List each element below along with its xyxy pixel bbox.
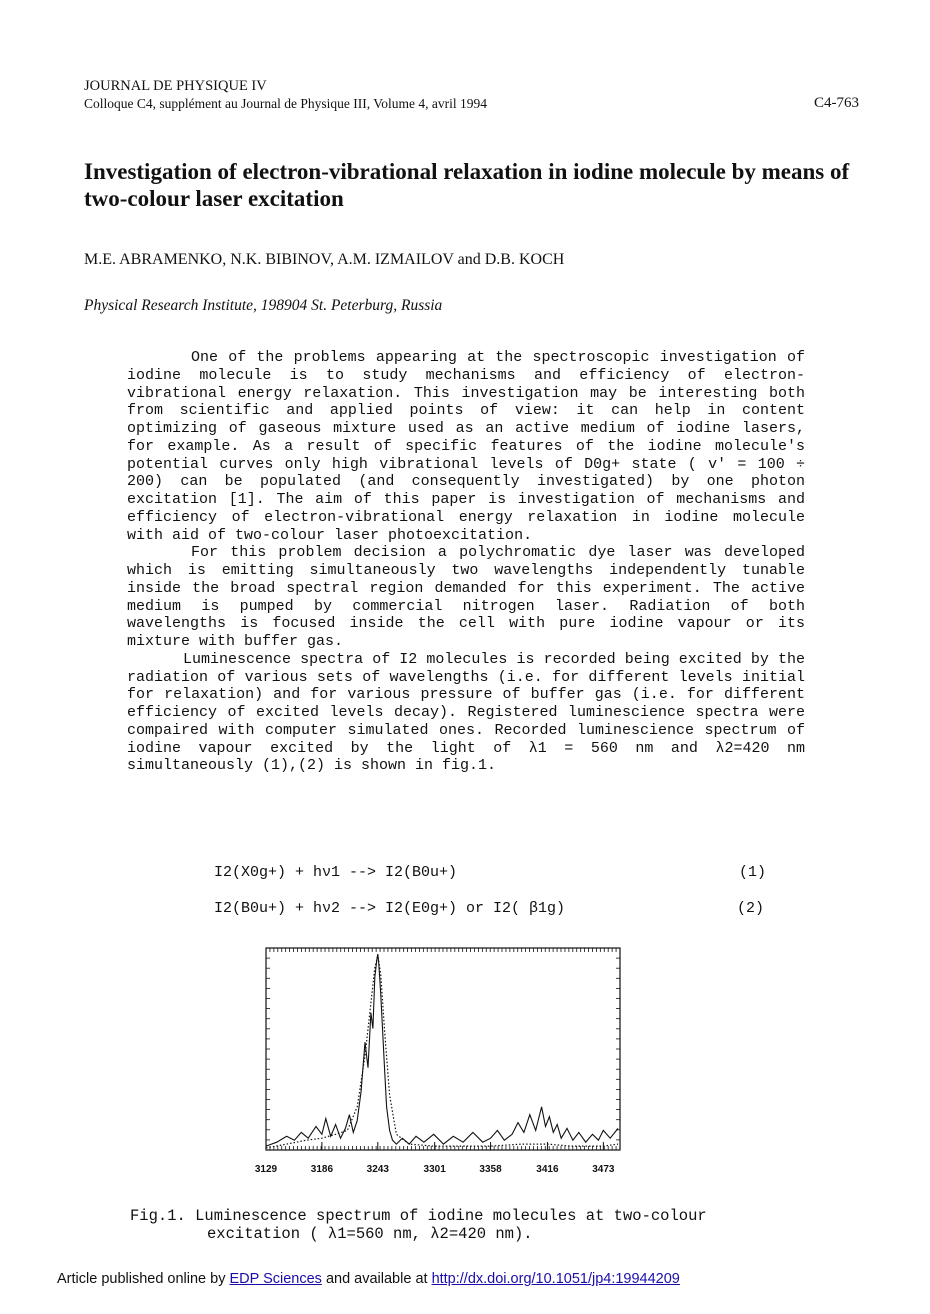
paragraph-2: For this problem decision a polychromatic dye laser was developed which is emitting simultaneously two wavelengths independently tunable inside the broad spectral region demanded for this experiment. The active medium is pumped by commercial nitrogen laser. Radiation of both wavelengths is focused inside the cell with pure iodine vapour or its mixture with buffer gas. bbox=[127, 544, 805, 650]
x-tick-label: 3186 bbox=[310, 1164, 334, 1175]
figure-caption bbox=[130, 1207, 820, 1243]
equation-1: I2(X0g+) + hν1 --> I2(B0u+) bbox=[214, 864, 458, 881]
caption-line-1: Fig.1. Luminescence spectrum of iodine molecules at two-colour bbox=[130, 1207, 707, 1225]
paragraph-3: Luminescence spectra of I2 molecules is recorded being excited by the radiation of various sets of wavelengths (i.e. for different levels initial for relaxation) and for various pressure of buffer gas (i.e. for different efficiency of excited levels decay). Registered luminescience spectra were compaired with computer simulated ones. Recorded luminescience spectrum of iodine vapour excited by the light of λ1 = 560 nm and λ2=420 nm simultaneously (1),(2) is shown in fig.1. bbox=[127, 650, 805, 775]
page-number: C4-763 bbox=[814, 95, 859, 111]
doi-link[interactable]: http://dx.doi.org/10.1051/jp4:19944209 bbox=[431, 1271, 680, 1287]
publisher-link[interactable]: EDP Sciences bbox=[229, 1271, 322, 1287]
equation-2: I2(B0u+) + hν2 --> I2(E0g+) or I2( β1g) bbox=[214, 900, 566, 917]
spectrum-chart bbox=[248, 940, 648, 1180]
footer-prefix: Article published online by bbox=[57, 1271, 226, 1287]
paragraph-1: One of the problems appearing at the spectroscopic investigation of iodine molecule is to study mechanisms and efficiency of electron-vibrational energy relaxation. This investigation may be interesting both from scientific and applied points of view: it can help in content optimizing of gaseous mixture used as an active medium of iodine lasers, for example. As a result of specific features of the iodine molecule's potential curves only high vibrational levels of D0g+ state ( v' = 100 ÷ 200) can be populated (and consequently investigated) by one photon excitation [1]. The aim of this paper is investigation of mechanisms and efficiency of electron-vibrational energy relaxation in iodine molecule with aid of two-colour laser photoexcitation. bbox=[127, 349, 805, 544]
colloque-line: Colloque C4, supplément au Journal de Physique III, Volume 4, avril 1994 bbox=[84, 96, 487, 111]
plot-border bbox=[266, 948, 620, 1150]
authors: M.E. ABRAMENKO, N.K. BIBINOV, A.M. IZMAILOV and D.B. KOCH bbox=[84, 251, 565, 268]
equation-2-number: (2) bbox=[737, 900, 765, 917]
plot-frame bbox=[266, 948, 620, 1150]
x-tick-label: 3301 bbox=[423, 1164, 446, 1175]
plot-series bbox=[266, 954, 618, 1148]
affiliation: Physical Research Institute, 198904 St. Peterburg, Russia bbox=[84, 297, 443, 314]
spectrum-series-2 bbox=[266, 956, 618, 1148]
footer bbox=[57, 1271, 680, 1287]
body-text bbox=[127, 349, 805, 775]
paper-title: Investigation of electron-vibrational relaxation in iodine molecule by means of two-colour laser excitation bbox=[84, 159, 850, 211]
x-tick-label: 3243 bbox=[366, 1164, 389, 1175]
x-tick-label: 3473 bbox=[592, 1164, 615, 1175]
spectrum-series-1 bbox=[266, 954, 618, 1146]
footer-middle: and available at bbox=[325, 1271, 428, 1287]
journal-name: JOURNAL DE PHYSIQUE IV bbox=[84, 78, 267, 94]
x-tick-label: 3129 bbox=[254, 1164, 278, 1175]
x-tick-label: 3358 bbox=[479, 1164, 502, 1175]
x-tick-label: 3416 bbox=[536, 1164, 559, 1175]
caption-line-2: excitation ( λ1=560 nm, λ2=420 nm). bbox=[207, 1225, 533, 1243]
equation-1-number: (1) bbox=[739, 864, 767, 881]
